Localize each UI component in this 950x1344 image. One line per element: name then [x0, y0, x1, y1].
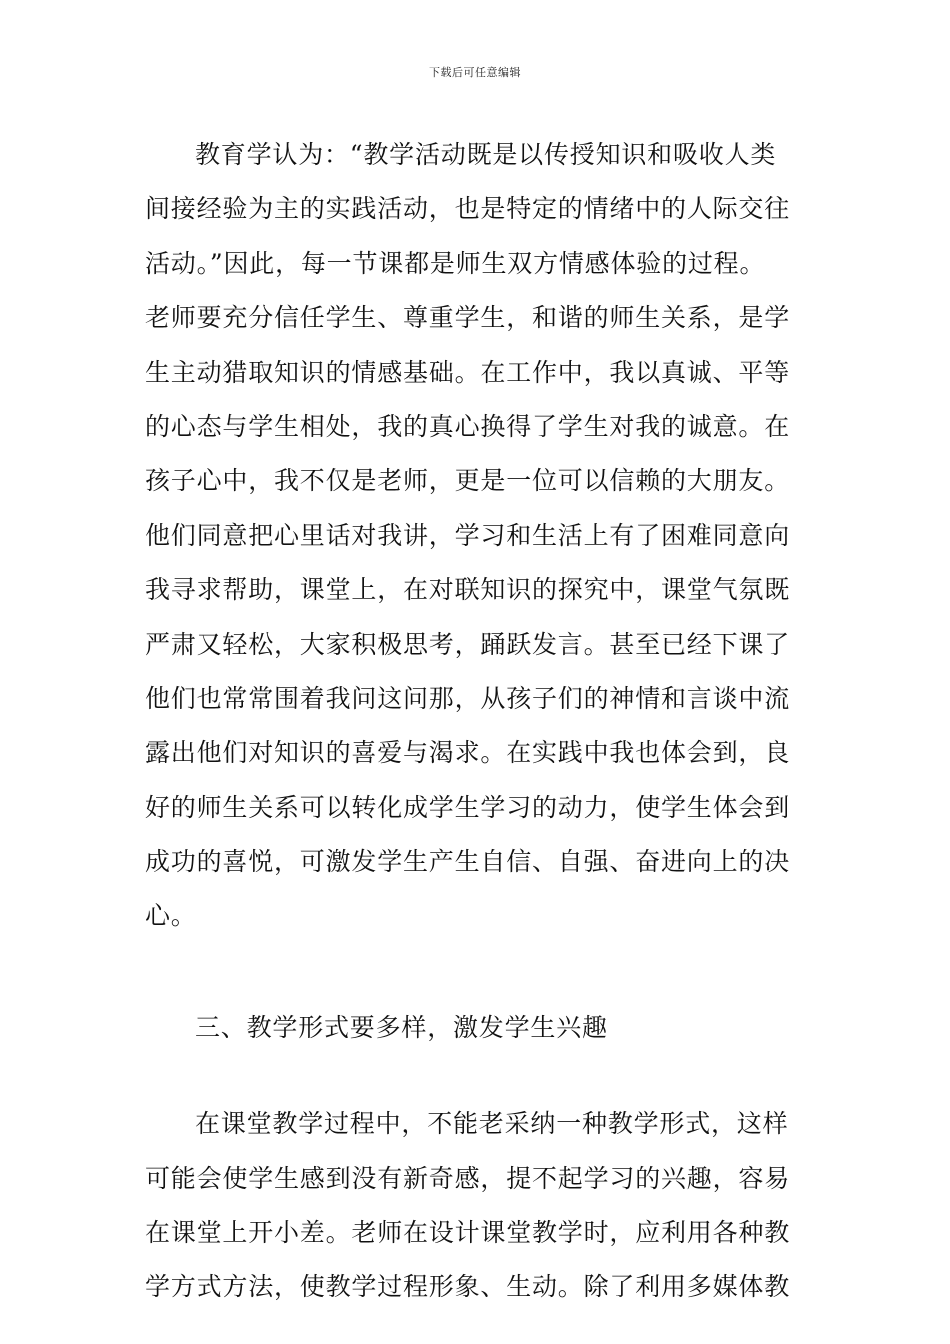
page-header: 下载后可任意编辑	[429, 66, 521, 79]
paragraph-line: 成功的喜悦，可激发学生产生自信、自强、奋进向上的决	[145, 847, 791, 877]
paragraph-line: 活动。”因此，每一节课都是师生双方情感体验的过程。	[145, 248, 766, 278]
paragraph-line: 他们同意把心里话对我讲，学习和生活上有了困难同意向	[145, 520, 791, 550]
paragraph-line: 好的师生关系可以转化成学生学习的动力，使学生体会到	[145, 792, 791, 822]
document-body	[145, 128, 807, 1315]
paragraph-line: 学方式方法，使教学过程形象、生动。除了利用多媒体教	[145, 1272, 791, 1302]
paragraph-1	[145, 128, 807, 944]
paragraph-line: 心。	[145, 901, 197, 931]
spacer	[145, 944, 807, 1001]
paragraph-line: 孩子心中，我不仅是老师，更是一位可以信赖的大朋友。	[145, 466, 791, 496]
paragraph-line: 在课堂上开小差。老师在设计课堂教学时，应利用各种教	[145, 1218, 791, 1248]
paragraph-line: 老师要充分信任学生、尊重学生，和谐的师生关系，是学	[145, 303, 791, 333]
paragraph-line: 生主动猎取知识的情感基础。在工作中，我以真诚、平等	[145, 357, 791, 387]
paragraph-line: 严肃又轻松，大家积极思考，踊跃发言。甚至已经下课了	[145, 629, 791, 659]
paragraph-line: 我寻求帮助，课堂上，在对联知识的探究中，课堂气氛既	[145, 575, 791, 605]
paragraph-line: 他们也常常围着我问这问那，从孩子们的神情和言谈中流	[145, 683, 791, 713]
paragraph-line: 露出他们对知识的喜爱与渴求。在实践中我也体会到，良	[145, 738, 791, 768]
paragraph-line: 在课堂教学过程中，不能老采纳一种教学形式，这样	[195, 1109, 789, 1139]
paragraph-2	[145, 1097, 807, 1315]
paragraph-line: 的心态与学生相处，我的真心换得了学生对我的诚意。在	[145, 411, 791, 441]
paragraph-line: 间接经验为主的实践活动，也是特定的情绪中的人际交往	[145, 194, 791, 224]
paragraph-line: 教育学认为：“教学活动既是以传授知识和吸收人类	[195, 140, 777, 169]
paragraph-line: 可能会使学生感到没有新奇感，提不起学习的兴趣，容易	[145, 1163, 791, 1193]
section-heading: 三、教学形式要多样，激发学生兴趣	[195, 1012, 608, 1042]
spacer	[145, 1055, 807, 1097]
